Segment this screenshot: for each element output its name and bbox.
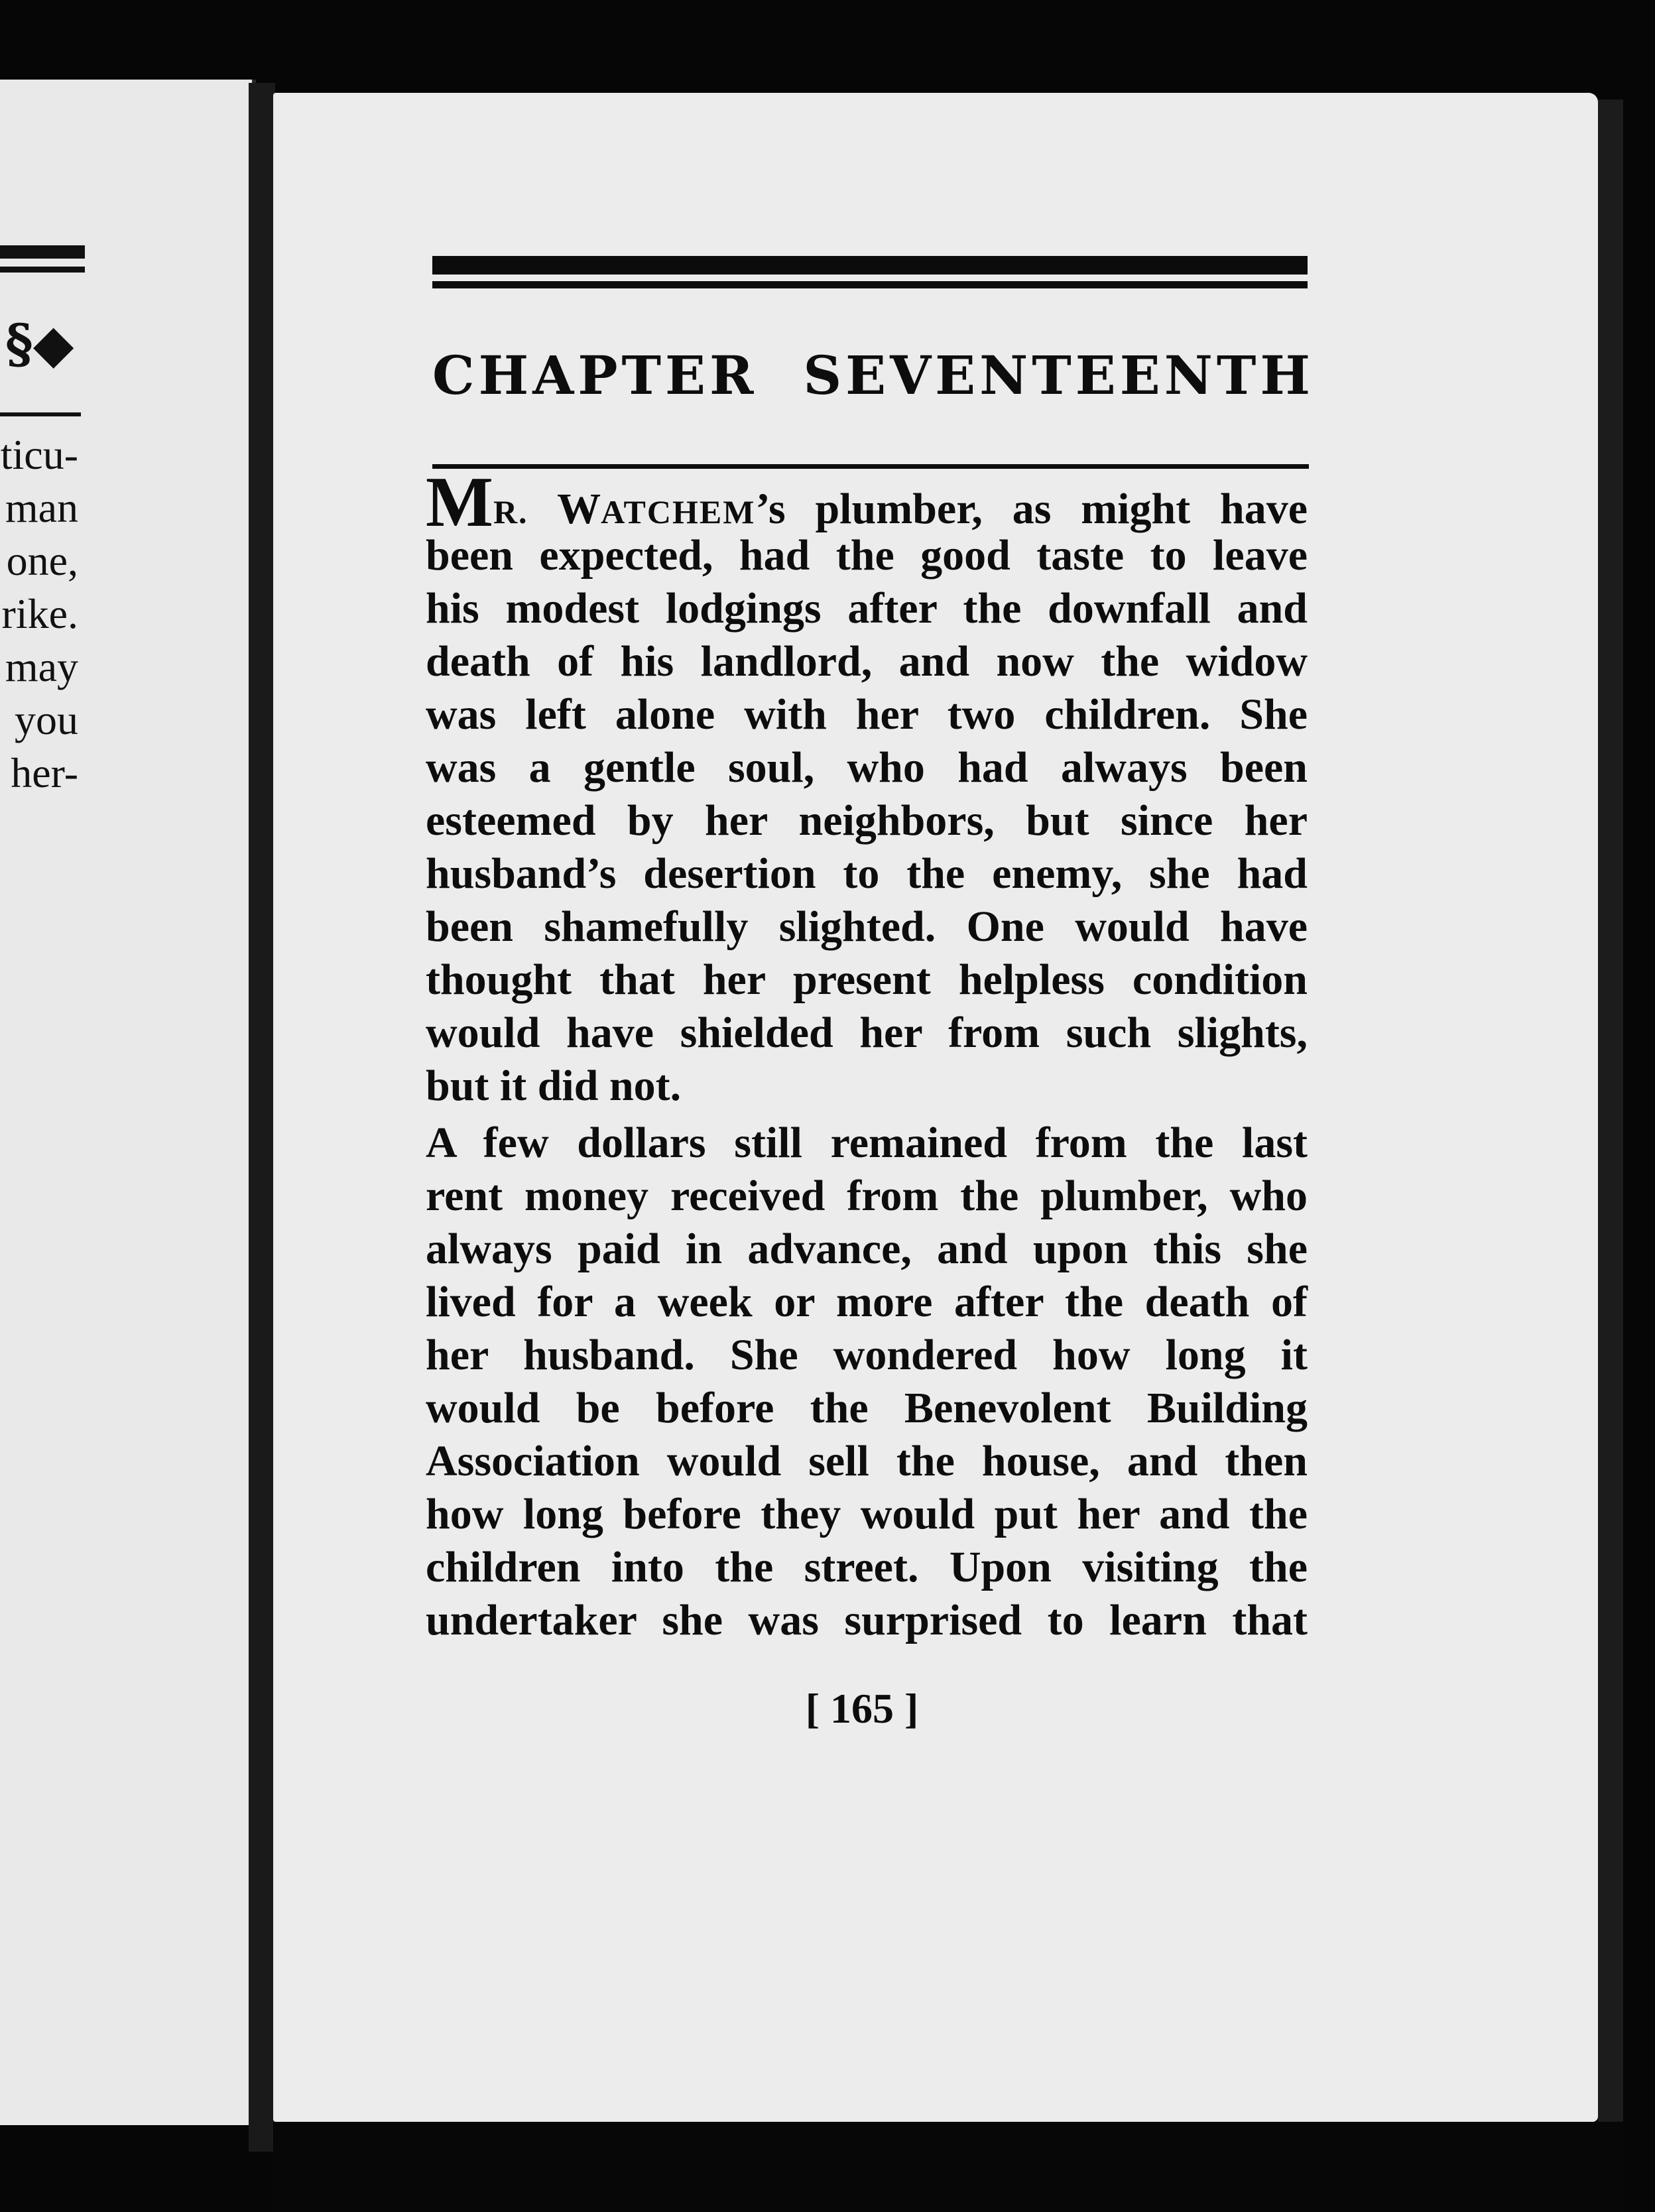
scan-bottom-border bbox=[273, 2122, 1626, 2212]
name-initial: W bbox=[557, 485, 601, 533]
header-rule-thin bbox=[432, 281, 1308, 288]
text-line: was left alone with her two children. She bbox=[426, 690, 1308, 739]
small-caps-text: R. bbox=[493, 493, 528, 530]
text-line: undertaker she was surprised to learn that bbox=[426, 1596, 1308, 1644]
chapter-heading-word: SEVENTEENTH bbox=[803, 344, 1314, 406]
text-line: Association would sell the house, and then bbox=[426, 1437, 1308, 1485]
fragment-line: man bbox=[5, 484, 78, 531]
drop-cap: M bbox=[426, 463, 493, 542]
chapter-heading bbox=[432, 342, 1314, 408]
text-line: but it did not. bbox=[426, 1062, 682, 1110]
chapter-body bbox=[426, 463, 1308, 1647]
page-number: [ 165 ] bbox=[805, 1685, 919, 1732]
previous-page-rule-thin bbox=[0, 267, 85, 273]
fragment-line: you bbox=[15, 696, 78, 743]
text-line: husband’s desertion to the enemy, she had bbox=[426, 849, 1308, 898]
fragment-line: may bbox=[5, 643, 78, 690]
book-gutter bbox=[249, 83, 275, 2152]
heading-underline-rule bbox=[432, 464, 1309, 469]
text-line: esteemed by her neighbors, but since her bbox=[426, 796, 1308, 845]
text-line: would be before the Benevolent Building bbox=[426, 1384, 1308, 1432]
previous-page-text-fragments bbox=[1, 428, 78, 800]
text-line: thought that her present helpless condition bbox=[426, 955, 1308, 1004]
opening-line bbox=[426, 463, 1308, 542]
previous-page bbox=[0, 80, 256, 2125]
text-line: been shamefully slighted. One would have bbox=[426, 902, 1308, 951]
text-line: children into the street. Upon visiting the bbox=[426, 1543, 1308, 1591]
text-line: her husband. She wondered how long it bbox=[426, 1331, 1308, 1379]
header-rule-thick bbox=[432, 256, 1308, 275]
text-line: would have shielded her from such slights, bbox=[426, 1009, 1308, 1057]
text-line: A few dollars still remained from the last bbox=[426, 1119, 1308, 1167]
text-line: lived for a week or more after the death of bbox=[426, 1278, 1308, 1326]
fragment-line: rike. bbox=[1, 590, 78, 637]
text-line: how long before they would put her and the bbox=[426, 1490, 1308, 1538]
fragment-line: one, bbox=[6, 537, 78, 584]
previous-page-rule-thick bbox=[0, 245, 85, 259]
text-line: death of his landlord, and now the widow bbox=[426, 637, 1308, 686]
fragment-line: ticu- bbox=[0, 431, 78, 478]
small-caps-name: ATCHEM bbox=[601, 493, 756, 530]
page-edge-shadow bbox=[1598, 99, 1623, 2135]
previous-page-rule-below bbox=[0, 412, 81, 416]
text-line: was a gentle soul, who had always been bbox=[426, 743, 1308, 792]
text-line: been expected, had the good taste to leave bbox=[426, 531, 1308, 580]
text-line: always paid in advance, and upon this she bbox=[426, 1225, 1308, 1273]
fragment-line: her- bbox=[11, 749, 78, 796]
section-ornament-icon: §◆ bbox=[5, 312, 74, 375]
text-line: rent money received from the plumber, who bbox=[426, 1172, 1308, 1220]
text-line: his modest lodgings after the downfall and bbox=[426, 584, 1308, 633]
chapter-heading-word: CHAPTER bbox=[432, 344, 758, 406]
opening-line-rest: ’s plumber, as might have bbox=[755, 485, 1308, 533]
